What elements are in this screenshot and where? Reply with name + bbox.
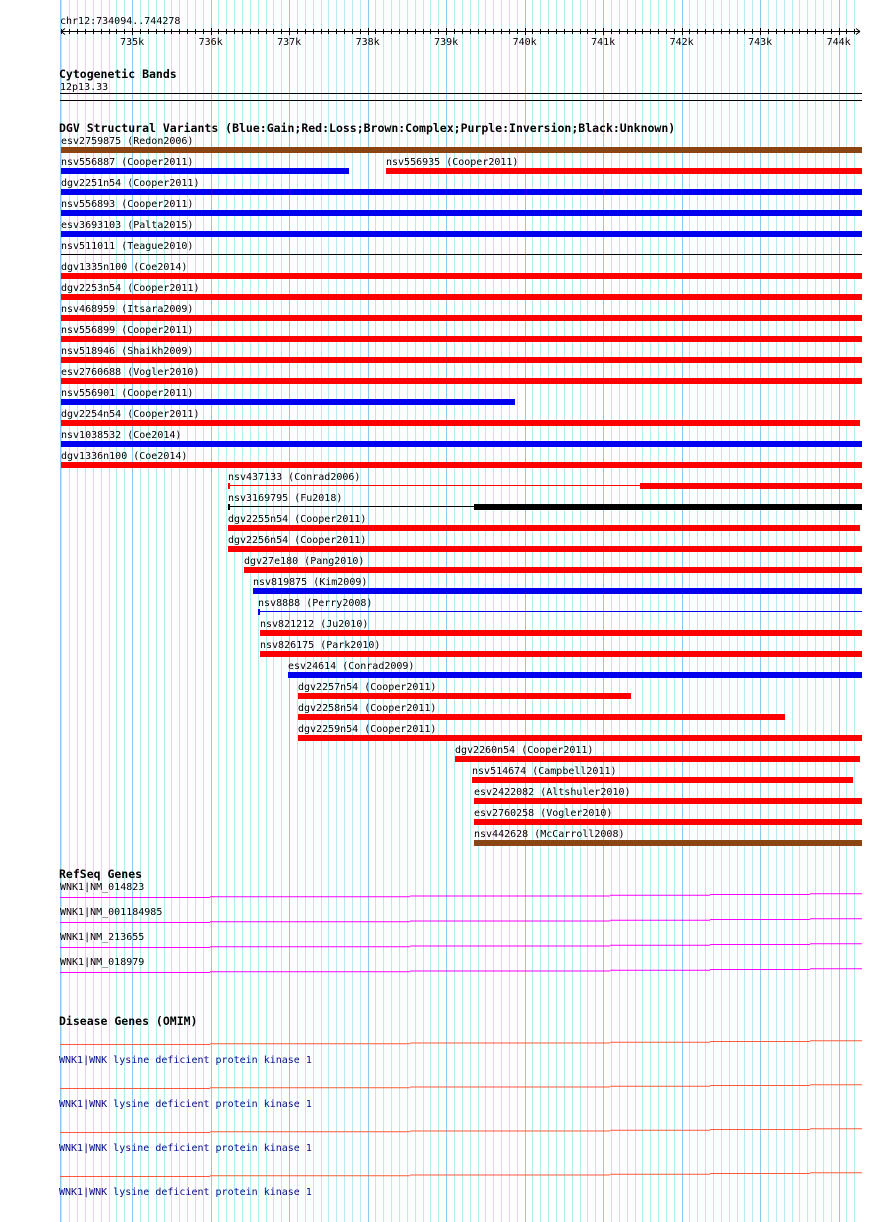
refseq-gene-line[interactable] (610, 920, 710, 921)
variant-feature[interactable] (260, 640, 862, 657)
omim-gene-line[interactable] (60, 1132, 210, 1133)
variant-label[interactable]: dgv1335n100 (Coe2014) (61, 262, 188, 273)
omim-gene[interactable] (59, 1128, 862, 1154)
variant-line[interactable] (228, 485, 640, 486)
variant-bar[interactable] (61, 273, 862, 279)
variant-label[interactable]: nsv826175 (Park2010) (259, 640, 381, 651)
variant-feature[interactable] (61, 304, 862, 321)
variant-bar[interactable] (61, 357, 862, 363)
variant-label[interactable]: dgv1336n100 (Coe2014) (61, 451, 188, 462)
variant-label[interactable]: nsv556887 (Cooper2011) (61, 157, 194, 168)
variant-bar[interactable] (288, 672, 862, 678)
variant-bar[interactable] (61, 378, 862, 384)
variant-feature[interactable] (455, 745, 860, 762)
omim-gene-label[interactable]: WNK1|WNK lysine deficient protein kinase 1 (59, 1099, 312, 1110)
omim-track-title[interactable]: Disease Genes (OMIM) (59, 1014, 198, 1028)
variant-label[interactable]: dgv27e180 (Pang2010) (243, 556, 365, 567)
variant-feature[interactable] (260, 619, 862, 636)
omim-gene-line[interactable] (810, 1084, 862, 1085)
variant-label[interactable]: nsv437133 (Conrad2006) (227, 472, 361, 483)
variant-bar[interactable] (61, 336, 862, 342)
variant-label[interactable]: dgv2259n54 (Cooper2011) (297, 724, 437, 735)
omim-gene-line[interactable] (810, 1172, 862, 1173)
variant-bar[interactable] (640, 483, 862, 489)
variant-feature[interactable] (258, 598, 862, 615)
omim-gene-line[interactable] (810, 1128, 862, 1129)
region-label: chr12:734094..744278 (60, 16, 181, 27)
omim-gene-line[interactable] (410, 1043, 610, 1044)
omim-gene-line[interactable] (210, 1087, 410, 1088)
variant-bar[interactable] (228, 546, 862, 552)
refseq-gene-line[interactable] (410, 896, 610, 897)
refseq-gene-line[interactable] (210, 971, 410, 972)
refseq-gene-line[interactable] (60, 947, 210, 948)
variant-label[interactable]: dgv2260n54 (Cooper2011) (454, 745, 594, 756)
refseq-gene[interactable] (60, 957, 862, 973)
variant-label[interactable]: esv2760688 (Vogler2010) (61, 367, 200, 378)
refseq-gene[interactable] (60, 907, 862, 923)
variant-feature[interactable] (61, 199, 862, 216)
refseq-gene-line[interactable] (810, 968, 862, 969)
variant-label[interactable]: dgv2258n54 (Cooper2011) (297, 703, 437, 714)
variant-feature[interactable] (386, 157, 862, 174)
refseq-gene-line[interactable] (710, 894, 810, 895)
omim-gene-line[interactable] (710, 1041, 810, 1042)
ruler[interactable] (61, 28, 860, 48)
refseq-gene-line[interactable] (410, 946, 610, 947)
refseq-gene-line[interactable] (810, 918, 862, 919)
omim-gene-label[interactable]: WNK1|WNK lysine deficient protein kinase 1 (59, 1187, 312, 1198)
variant-label[interactable]: dgv2251n54 (Cooper2011) (61, 178, 200, 189)
ruler-tick-label: 744k (826, 37, 851, 48)
variant-bar[interactable] (472, 777, 853, 783)
omim-gene-line[interactable] (610, 1174, 710, 1175)
refseq-gene-line[interactable] (710, 944, 810, 945)
variant-bar[interactable] (61, 294, 862, 300)
variant-line[interactable] (258, 611, 862, 612)
variant-bar[interactable] (298, 735, 862, 741)
variant-bar[interactable] (474, 798, 862, 804)
cytoband-line-top (60, 93, 862, 94)
variant-feature[interactable] (61, 367, 862, 384)
variant-feature[interactable] (61, 220, 862, 237)
variant-feature[interactable] (61, 409, 860, 426)
variant-label[interactable]: nsv556901 (Cooper2011) (61, 388, 194, 399)
variant-feature[interactable] (472, 766, 853, 783)
variant-feature[interactable] (61, 178, 862, 195)
dgv-track-title[interactable]: DGV Structural Variants (Blue:Gain;Red:Loss;Brown:Complex;Purple:Inversion;Black:Unknown) (59, 121, 676, 135)
variant-line[interactable] (228, 506, 474, 507)
omim-gene-line[interactable] (610, 1086, 710, 1087)
omim-gene-line[interactable] (410, 1175, 610, 1176)
omim-gene-line[interactable] (610, 1130, 710, 1131)
variant-bar[interactable] (61, 315, 862, 321)
refseq-gene-line[interactable] (410, 921, 610, 922)
refseq-gene-line[interactable] (610, 895, 710, 896)
variant-feature[interactable] (298, 703, 785, 720)
refseq-gene-line[interactable] (210, 946, 410, 947)
refseq-gene-line[interactable] (60, 972, 210, 973)
variant-feature[interactable] (288, 661, 862, 678)
variant-bar[interactable] (386, 168, 862, 174)
variant-bar[interactable] (474, 819, 862, 825)
variant-bar[interactable] (253, 588, 862, 594)
variant-feature[interactable] (61, 388, 515, 405)
omim-gene-line[interactable] (210, 1131, 410, 1132)
refseq-gene-label[interactable]: WNK1|NM_001184985 (60, 907, 163, 918)
variant-feature[interactable] (298, 682, 631, 699)
variant-label[interactable]: nsv556893 (Cooper2011) (61, 199, 194, 210)
variant-bar[interactable] (244, 567, 862, 573)
omim-gene[interactable] (59, 1040, 862, 1066)
variant-feature[interactable] (298, 724, 862, 741)
variant-bar[interactable] (61, 231, 862, 237)
dgv-track (61, 136, 862, 846)
variant-bar[interactable] (61, 189, 862, 195)
variant-label[interactable]: esv3693103 (Palta2015) (61, 220, 194, 231)
refseq-gene-line[interactable] (810, 943, 862, 944)
omim-gene-label[interactable]: WNK1|WNK lysine deficient protein kinase 1 (59, 1055, 312, 1066)
omim-gene-line[interactable] (710, 1085, 810, 1086)
variant-feature[interactable] (244, 556, 862, 573)
variant-label[interactable]: nsv1038532 (Coe2014) (61, 430, 182, 441)
ruler-tick-label: 740k (512, 37, 537, 48)
variant-bar[interactable] (228, 525, 860, 531)
variant-feature[interactable] (228, 493, 862, 510)
ruler-tick-label: 735k (120, 37, 145, 48)
variant-label[interactable]: nsv821212 (Ju2010) (259, 619, 369, 630)
variant-label[interactable]: nsv556935 (Cooper2011) (385, 157, 519, 168)
omim-gene-line[interactable] (710, 1129, 810, 1130)
variant-bar[interactable] (61, 441, 862, 447)
variant-label[interactable]: esv24614 (Conrad2009) (288, 661, 415, 672)
refseq-gene-line[interactable] (810, 893, 862, 894)
variant-bar[interactable] (61, 210, 862, 216)
omim-gene-line[interactable] (60, 1088, 210, 1089)
ruler-tick-label: 738k (355, 37, 380, 48)
variant-label[interactable]: nsv3169795 (Fu2018) (227, 493, 343, 504)
variant-label[interactable]: nsv468959 (Itsara2009) (61, 304, 194, 315)
variant-feature[interactable] (61, 346, 862, 363)
variant-feature[interactable] (474, 808, 862, 825)
variant-label[interactable]: nsv442628 (McCarroll2008) (473, 829, 625, 840)
variant-bar[interactable] (455, 756, 860, 762)
refseq-gene-line[interactable] (60, 922, 210, 923)
refseq-gene[interactable] (60, 932, 862, 948)
variant-label[interactable]: esv2760258 (Vogler2010) (473, 808, 613, 819)
omim-gene-line[interactable] (210, 1043, 410, 1044)
variant-bar[interactable] (298, 714, 785, 720)
variant-feature[interactable] (61, 136, 862, 153)
refseq-gene-line[interactable] (210, 896, 410, 897)
omim-gene-line[interactable] (60, 1176, 210, 1177)
cytoband-line-bottom (60, 100, 862, 101)
refseq-gene-line[interactable] (60, 897, 210, 898)
omim-gene-line[interactable] (410, 1131, 610, 1132)
variant-feature[interactable] (61, 262, 862, 279)
variant-bar[interactable] (298, 693, 631, 699)
variant-feature[interactable] (61, 451, 862, 468)
omim-gene-line[interactable] (610, 1042, 710, 1043)
variant-bar[interactable] (474, 504, 862, 510)
omim-gene-line[interactable] (210, 1175, 410, 1176)
variant-label[interactable]: nsv8888 (Perry2008) (258, 598, 373, 609)
refseq-gene-label[interactable]: WNK1|NM_018979 (60, 957, 145, 968)
ruler-tick-label: 742k (669, 37, 694, 48)
refseq-track (60, 882, 862, 973)
variant-bar[interactable] (61, 399, 515, 405)
refseq-gene-line[interactable] (610, 970, 710, 971)
omim-gene-line[interactable] (810, 1040, 862, 1041)
ruler-tick-label: 739k (434, 37, 459, 48)
variant-bar[interactable] (474, 840, 862, 846)
variant-feature[interactable] (228, 535, 862, 552)
variant-label[interactable]: dgv2255n54 (Cooper2011) (227, 514, 367, 525)
refseq-gene-label[interactable]: WNK1|NM_213655 (60, 932, 145, 943)
omim-track (59, 1040, 862, 1198)
variant-feature[interactable] (474, 787, 862, 804)
omim-gene[interactable] (59, 1084, 862, 1110)
variant-feature[interactable] (253, 577, 862, 594)
omim-gene-line[interactable] (410, 1087, 610, 1088)
variant-label[interactable]: nsv819875 (Kim2009) (253, 577, 368, 588)
variant-bar[interactable] (61, 147, 862, 153)
refseq-gene-line[interactable] (610, 945, 710, 946)
variant-bar[interactable] (61, 168, 349, 174)
variant-label[interactable]: dgv2254n54 (Cooper2011) (61, 409, 200, 420)
refseq-gene[interactable] (60, 882, 862, 898)
variant-label[interactable]: dgv2253n54 (Cooper2011) (61, 283, 200, 294)
omim-gene-label[interactable]: WNK1|WNK lysine deficient protein kinase 1 (59, 1143, 312, 1154)
refseq-gene-line[interactable] (710, 919, 810, 920)
refseq-track-title[interactable]: RefSeq Genes (59, 867, 143, 881)
variant-feature[interactable] (61, 283, 862, 300)
variant-feature[interactable] (228, 472, 862, 489)
variant-bar[interactable] (61, 420, 860, 426)
ruler-tick-label: 741k (591, 37, 616, 48)
variant-bar[interactable] (260, 630, 862, 636)
variant-label[interactable]: dgv2256n54 (Cooper2011) (227, 535, 367, 546)
variant-label[interactable]: nsv511011 (Teague2010) (61, 241, 194, 252)
ruler-tick-label: 736k (198, 37, 223, 48)
cytoband-track-title[interactable]: Cytogenetic Bands (59, 67, 177, 81)
omim-gene[interactable] (59, 1172, 862, 1198)
refseq-gene-line[interactable] (410, 971, 610, 972)
variant-feature[interactable] (61, 325, 862, 342)
omim-gene-line[interactable] (710, 1173, 810, 1174)
variant-label[interactable]: nsv556899 (Cooper2011) (61, 325, 194, 336)
variant-label[interactable]: dgv2257n54 (Cooper2011) (297, 682, 437, 693)
ruler-tick-label: 737k (277, 37, 302, 48)
variant-label[interactable]: nsv514674 (Campbell2011) (472, 766, 617, 777)
omim-gene-line[interactable] (60, 1044, 210, 1045)
variant-bar[interactable] (61, 462, 862, 468)
variant-feature[interactable] (61, 430, 862, 447)
variant-label[interactable]: esv2759875 (Redon2006) (61, 136, 194, 147)
variant-feature[interactable] (474, 829, 862, 846)
ruler-tick-label: 743k (748, 37, 773, 48)
refseq-gene-line[interactable] (710, 969, 810, 970)
variant-feature[interactable] (61, 241, 862, 255)
variant-feature[interactable] (228, 514, 860, 531)
refseq-gene-line[interactable] (210, 921, 410, 922)
variant-label[interactable]: esv2422082 (Altshuler2010) (473, 787, 631, 798)
variant-feature[interactable] (61, 157, 349, 174)
variant-label[interactable]: nsv518946 (Shaikh2009) (61, 346, 194, 357)
variant-bar[interactable] (260, 651, 862, 657)
cytoband-label: 12p13.33 (60, 82, 109, 93)
refseq-gene-label[interactable]: WNK1|NM_014823 (60, 882, 145, 893)
variant-line[interactable] (61, 254, 862, 255)
